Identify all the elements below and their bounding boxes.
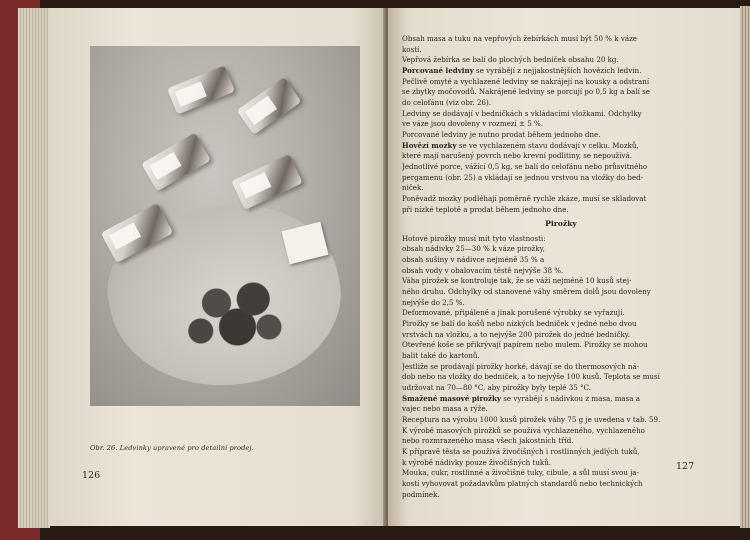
- line-text: Obsah masa a tuku na vepřových žebírkách musí být 50 % k váze: [402, 34, 638, 43]
- line-text: niček.: [402, 183, 424, 193]
- text-line: [402, 426, 720, 437]
- text-line: [402, 162, 720, 173]
- text-line: [402, 194, 720, 205]
- line-text: dob nebo na vložky do bedniček, a to nejvýše 100 kusů. Teplota se musí: [402, 372, 660, 382]
- text-line: [402, 109, 720, 120]
- text-line: [402, 287, 720, 298]
- line-text: Jestliže se prodávají pirožky horké, dávají se do thermosových ná-: [402, 361, 640, 371]
- text-line: [402, 266, 720, 277]
- text-line: [402, 479, 720, 490]
- line-text: Hotové pirožky musí mít tyto vlastnosti:: [402, 233, 546, 243]
- package: [141, 133, 211, 192]
- text-line: [402, 394, 720, 405]
- package: [231, 154, 303, 210]
- text-line: [402, 383, 720, 394]
- line-text: Vepřová žebírka se balí do plochých bedniček obsahu 20 kg.: [402, 55, 619, 65]
- line-text: nebo rozmrazeného masa všech jakostních tříd.: [402, 436, 574, 446]
- line-text: se ve vychlazeném stavu dodávají v celku. Mozků,: [456, 140, 639, 150]
- line-text: k výrobě nádivky pouze živočišných tuků.: [402, 457, 552, 467]
- bold-term: Hovězí mozky: [402, 140, 457, 150]
- line-text: K přípravě těsta se používá živočišných i rostlinných jedlých tuků,: [402, 446, 640, 456]
- line-text: se vyrábějí s nádivkou z masa, masa a: [501, 393, 641, 403]
- line-text: Váha pirožek se kontroluje tak, že se váží nejméně 10 kusů stej-: [402, 276, 632, 286]
- line-text: se zbytky močovodů. Nakrájené ledviny se porcují po 0,5 kg a balí se: [402, 87, 650, 97]
- text-line: [402, 298, 720, 309]
- text-line: [402, 415, 720, 426]
- text-line: [402, 244, 720, 255]
- text-line: [402, 183, 720, 194]
- figure-caption: Obr. 26. Ledvinky upravené pro detailní prodej.: [90, 444, 254, 452]
- line-text: se vyrábějí z nejjakostnějších hovězích ledvin.: [473, 65, 642, 75]
- line-text: obsah sušiny v nádivce nejméně 35 % a: [402, 255, 545, 265]
- line-text: Pečlivě omyté a vychlazené ledviny se nakrájejí na kousky a odstraní: [402, 76, 650, 86]
- page-number-left: 126: [82, 470, 101, 481]
- line-text: Receptura na výrobu 1000 kusů pirožek váhy 75 g je uvedena v tab. 59.: [402, 414, 661, 424]
- text-line: [402, 436, 720, 447]
- text-line: [402, 330, 720, 341]
- text-line: [402, 458, 720, 469]
- text-line: [402, 490, 720, 501]
- text-line: [402, 45, 720, 56]
- package: [167, 65, 235, 114]
- line-text: Mouka, cukr, rostlinné a živočišné tuky, cibule, a sůl musí svou ja-: [402, 468, 639, 478]
- bold-term: Smažené masové pirožky: [402, 393, 502, 403]
- photograph-packaged-kidneys: [90, 46, 360, 406]
- line-text: kostí.: [402, 44, 422, 54]
- line-text: pergamenu (obr. 25) a vkládají se jednou vrstvou na vložky do bed-: [402, 172, 644, 182]
- text-line: [402, 372, 720, 383]
- text-line: [402, 34, 720, 45]
- text-line: [402, 319, 720, 330]
- line-text: K výrobě masových pirožků se používá vychlazeného, vychlazeného: [402, 425, 645, 435]
- line-text: při nízké teplotě a prodat během jednoho dne.: [402, 204, 569, 214]
- text-line: [402, 308, 720, 319]
- bold-term: Porcované ledviny: [402, 65, 474, 75]
- section-heading: Pirožky: [545, 219, 577, 229]
- line-text: Poněvadž mozky podléhají poměrně rychle zkáze, musí se skladovat: [402, 193, 647, 203]
- text-line: [402, 98, 720, 109]
- line-text: Ledviny se dodávají v bedničkách s vkládacími vložkami. Odchylky: [402, 108, 642, 118]
- package: [237, 77, 302, 135]
- line-text: Porcované ledviny je nutno prodat během jednoho dne.: [402, 129, 601, 139]
- text-line: [402, 362, 720, 373]
- text-line: [402, 77, 720, 88]
- line-text: obsah nádivky 25—30 % k váze pirožky,: [402, 244, 545, 254]
- text-line: [402, 404, 720, 415]
- line-text: Otevřené koše se přikrývají papírem nebo mulem. Pirožky se mohou: [402, 340, 648, 350]
- text-line: [402, 66, 720, 77]
- line-text: podmínek.: [402, 489, 440, 499]
- line-text: obsah vody v obalovacím těstě nejvýše 38 %.: [402, 265, 564, 275]
- line-text: vrstvách na vložku, a to nejvýše 200 pirožek do jedné bedničky.: [402, 329, 631, 339]
- kidney-pieces: [185, 271, 290, 351]
- text-line: [402, 119, 720, 130]
- line-text: nejvýše do 2,5 %.: [402, 297, 465, 307]
- line-text: Deformované, připálené a jinak porušené výrobky se vyřazují.: [402, 308, 625, 318]
- line-text: do celofánu (viz obr. 26).: [402, 97, 492, 107]
- text-line: [402, 205, 720, 216]
- line-text: kostí vyhovovat požadavkům platných standardů nebo technických: [402, 478, 643, 488]
- right-page: [388, 8, 740, 526]
- page-edges-left: [18, 8, 50, 528]
- line-text: které mají narušený povrch nebo krevní podlitiny, se nepoužívá.: [402, 151, 633, 161]
- text-line: [402, 151, 720, 162]
- line-text: udržovat na 70—80 °C, aby pirožky byly teplé 35 °C.: [402, 383, 591, 392]
- page-edges-right: [740, 6, 750, 528]
- line-text: vajec nebo masa a rýže.: [402, 404, 488, 414]
- page-number-right: 127: [676, 461, 695, 472]
- text-line: [402, 468, 720, 479]
- text-line: [402, 141, 720, 152]
- line-text: Pirožky se balí do košů nebo nízkých bedniček v jedné nebo dvou: [402, 319, 637, 329]
- text-line: [402, 276, 720, 287]
- text-line: [402, 173, 720, 184]
- text-line: [402, 87, 720, 98]
- line-text: Jednotlivé porce, vážící 0,5 kg, se balí do celofánu nebo průsvitného: [402, 161, 648, 171]
- text-line: [402, 55, 720, 66]
- text-line: [402, 255, 720, 266]
- text-line: [402, 130, 720, 141]
- text-line: [402, 447, 720, 458]
- text-line: [402, 234, 720, 245]
- left-page: [48, 8, 386, 526]
- line-text: balit také do kartonů.: [402, 351, 480, 361]
- text-line: [402, 340, 720, 351]
- line-text: ve váze jsou dovoleny v rozmezí ± 5 %.: [402, 119, 544, 129]
- line-text: ného druhu. Odchylky od stanovené váhy směrem dolů jsou dovoleny: [402, 287, 651, 297]
- text-line: [402, 351, 720, 362]
- body-text: [402, 34, 720, 500]
